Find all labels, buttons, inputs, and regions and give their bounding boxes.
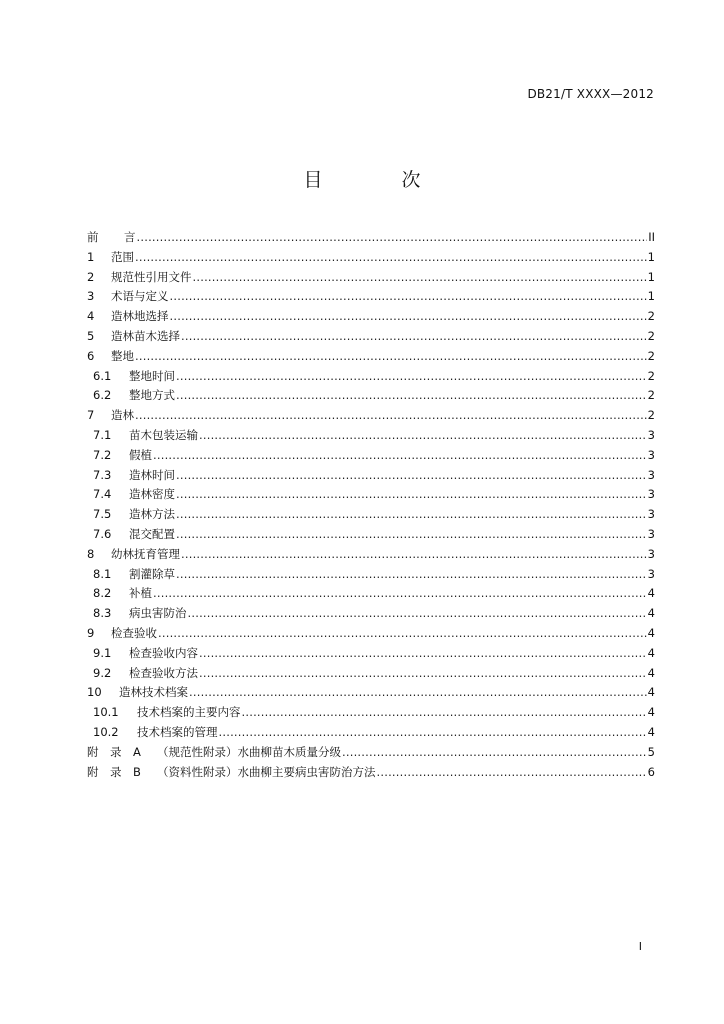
toc-entry-page: 3 bbox=[647, 546, 655, 561]
toc-entry[interactable] bbox=[87, 229, 655, 249]
page-title: 目 次 bbox=[303, 169, 451, 191]
toc-entry[interactable] bbox=[87, 407, 655, 427]
toc-entry-page: 4 bbox=[647, 625, 655, 640]
page-number: I bbox=[638, 940, 642, 953]
toc-entry[interactable] bbox=[87, 585, 655, 605]
toc-entry-number: 9.2 bbox=[93, 665, 112, 680]
toc-entry[interactable] bbox=[87, 645, 655, 665]
toc-leader-dots bbox=[199, 666, 647, 680]
toc-entry-number: 附 录 A bbox=[87, 744, 141, 759]
toc-leader-dots bbox=[199, 646, 647, 660]
toc-entry-number: 6 bbox=[87, 348, 95, 363]
toc-entry-number: 9 bbox=[87, 625, 95, 640]
toc-entry[interactable] bbox=[87, 605, 655, 625]
toc-entry[interactable] bbox=[87, 506, 655, 526]
toc-entry-label: 检查验收方法 bbox=[129, 665, 198, 680]
toc-leader-dots bbox=[135, 408, 647, 422]
toc-leader-dots bbox=[176, 388, 647, 402]
toc-entry-page: 3 bbox=[647, 566, 655, 581]
toc-entry-label: 病虫害防治 bbox=[129, 606, 187, 621]
toc-entry-page: 2 bbox=[647, 309, 655, 324]
toc-entry[interactable] bbox=[87, 368, 655, 388]
toc-leader-dots bbox=[176, 369, 647, 383]
toc-entry-label: 规范性引用文件 bbox=[111, 269, 192, 284]
toc-entry-page: 4 bbox=[647, 724, 655, 739]
toc-entry-label: 言 bbox=[124, 230, 136, 244]
toc-entry-page: 2 bbox=[647, 368, 655, 383]
toc-leader-dots bbox=[199, 428, 647, 442]
toc-entry-label: 术语与定义 bbox=[111, 289, 169, 304]
toc-entry-label: 割灌除草 bbox=[129, 566, 175, 581]
toc-entry-label: 造林密度 bbox=[129, 487, 175, 502]
toc-entry-page: 2 bbox=[647, 348, 655, 363]
toc-entry-page: 2 bbox=[647, 408, 655, 423]
toc-entry-number: 8.2 bbox=[93, 586, 112, 601]
toc-entry-label: 造林技术档案 bbox=[119, 685, 188, 700]
toc-entry-number: 6.1 bbox=[93, 368, 112, 383]
toc-entry-label: 幼林抚育管理 bbox=[111, 546, 180, 561]
toc-entry-label: 造林苗木选择 bbox=[111, 328, 180, 343]
toc-entry-number: 10.1 bbox=[93, 705, 119, 720]
toc-entry-page: 4 bbox=[647, 705, 655, 720]
toc-leader-dots bbox=[342, 745, 647, 759]
toc-entry[interactable] bbox=[87, 447, 655, 467]
toc-entry-number: 7.3 bbox=[93, 467, 112, 482]
toc-leader-dots bbox=[135, 250, 647, 264]
toc-leader-dots bbox=[176, 567, 647, 581]
toc-leader-dots bbox=[135, 349, 647, 363]
toc-entry-number: 7.1 bbox=[93, 427, 112, 442]
toc-entry-page: 5 bbox=[647, 744, 655, 759]
toc-leader-dots bbox=[188, 606, 647, 620]
toc-entry[interactable] bbox=[87, 546, 655, 566]
toc-leader-dots bbox=[193, 270, 647, 284]
toc-leader-dots bbox=[158, 626, 647, 640]
toc-entry[interactable] bbox=[87, 526, 655, 546]
toc-entry-number: 5 bbox=[87, 328, 95, 343]
toc-entry[interactable] bbox=[87, 625, 655, 645]
toc-entry-label: 造林地选择 bbox=[111, 309, 169, 324]
toc-entry-number: 10.2 bbox=[93, 724, 119, 739]
toc-entry-number: 8.1 bbox=[93, 566, 112, 581]
toc-leader-dots bbox=[153, 586, 647, 600]
toc-entry-page: 3 bbox=[647, 427, 655, 442]
toc-entry[interactable] bbox=[87, 467, 655, 487]
toc-entry-label: 混交配置 bbox=[129, 526, 175, 541]
toc-leader-dots bbox=[170, 309, 647, 323]
toc-entry-page: 3 bbox=[647, 467, 655, 482]
toc-leader-dots bbox=[176, 468, 647, 482]
toc-entry-page: 4 bbox=[647, 645, 655, 660]
toc-entry-number: 7.5 bbox=[93, 507, 112, 522]
toc-entry-label: 检查验收内容 bbox=[129, 645, 198, 660]
toc-entry-page: 4 bbox=[647, 586, 655, 601]
toc-entry[interactable] bbox=[87, 724, 655, 744]
toc-leader-dots bbox=[137, 230, 648, 244]
toc-leader-dots bbox=[176, 527, 647, 541]
toc-entry[interactable] bbox=[87, 684, 655, 704]
toc-entry-page: 4 bbox=[647, 685, 655, 700]
toc-entry-number: 8 bbox=[87, 546, 95, 561]
toc-entry[interactable] bbox=[87, 269, 655, 289]
toc-entry-label: 范围 bbox=[111, 249, 134, 264]
toc-entry-label: （资料性附录）水曲柳主要病虫害防治方法 bbox=[157, 764, 376, 779]
toc-leader-dots bbox=[170, 289, 647, 303]
toc-entry[interactable] bbox=[87, 486, 655, 506]
toc-entry-page: 1 bbox=[647, 269, 655, 284]
toc-entry-page: 3 bbox=[647, 447, 655, 462]
toc-entry-label: （规范性附录）水曲柳苗木质量分级 bbox=[157, 744, 341, 759]
toc-leader-dots bbox=[189, 685, 647, 699]
toc-entry-label: 整地方式 bbox=[129, 388, 175, 403]
toc-entry-page: 6 bbox=[647, 764, 655, 779]
toc-entry[interactable] bbox=[87, 308, 655, 328]
toc-entry[interactable] bbox=[87, 665, 655, 685]
toc-entry-number: 6.2 bbox=[93, 388, 112, 403]
toc-entry-label: 检查验收 bbox=[111, 625, 157, 640]
toc-entry[interactable] bbox=[87, 704, 655, 724]
toc-leader-dots bbox=[242, 705, 647, 719]
toc-entry-number: 附 录 B bbox=[87, 764, 141, 779]
toc-entry-label: 技术档案的主要内容 bbox=[137, 705, 241, 720]
toc-entry-page: 1 bbox=[647, 249, 655, 264]
toc-entry-page: 2 bbox=[647, 328, 655, 343]
toc-entry-number: 3 bbox=[87, 289, 95, 304]
toc-leader-dots bbox=[219, 725, 647, 739]
toc-entry-page: 3 bbox=[647, 507, 655, 522]
toc-entry-page: 3 bbox=[647, 526, 655, 541]
toc-entry-label: 技术档案的管理 bbox=[137, 724, 218, 739]
toc-entry[interactable] bbox=[87, 427, 655, 447]
toc-entry-number: 1 bbox=[87, 249, 95, 264]
toc-entry-label: 整地 bbox=[111, 348, 134, 363]
toc-entry-page: 4 bbox=[647, 665, 655, 680]
toc-leader-dots bbox=[176, 507, 647, 521]
toc-entry-number: 10 bbox=[87, 685, 102, 700]
toc-entry-page: 4 bbox=[647, 606, 655, 621]
toc-leader-dots bbox=[181, 329, 647, 343]
toc-entry-number: 7.2 bbox=[93, 447, 112, 462]
toc-entry-number: 7 bbox=[87, 408, 95, 423]
toc-entry-page: 3 bbox=[647, 487, 655, 502]
toc-entry[interactable] bbox=[87, 288, 655, 308]
standard-code: DB21/T XXXX—2012 bbox=[527, 87, 654, 101]
table-of-contents bbox=[87, 229, 655, 783]
toc-entry[interactable] bbox=[87, 249, 655, 269]
toc-entry[interactable] bbox=[87, 764, 655, 784]
toc-entry[interactable] bbox=[87, 387, 655, 407]
toc-entry-number: 7.4 bbox=[93, 487, 112, 502]
toc-entry-label: 造林时间 bbox=[129, 467, 175, 482]
toc-entry-number: 前 bbox=[87, 230, 99, 244]
toc-entry-number: 8.3 bbox=[93, 606, 112, 621]
toc-entry-label: 整地时间 bbox=[129, 368, 175, 383]
toc-entry-page: 2 bbox=[647, 388, 655, 403]
toc-leader-dots bbox=[176, 487, 647, 501]
toc-leader-dots bbox=[377, 765, 647, 779]
toc-entry-number: 4 bbox=[87, 309, 95, 324]
toc-leader-dots bbox=[153, 448, 647, 462]
toc-leader-dots bbox=[181, 547, 647, 561]
toc-entry-label: 苗木包装运输 bbox=[129, 427, 198, 442]
toc-entry-number: 7.6 bbox=[93, 526, 112, 541]
toc-entry-page: 1 bbox=[647, 289, 655, 304]
toc-entry[interactable] bbox=[87, 348, 655, 368]
toc-entry-page: II bbox=[648, 230, 655, 244]
toc-entry-label: 造林方法 bbox=[129, 507, 175, 522]
toc-entry[interactable] bbox=[87, 566, 655, 586]
toc-entry[interactable] bbox=[87, 744, 655, 764]
toc-entry-label: 补植 bbox=[129, 586, 152, 601]
toc-entry-label: 造林 bbox=[111, 408, 134, 423]
toc-entry-label: 假植 bbox=[129, 447, 152, 462]
toc-entry[interactable] bbox=[87, 328, 655, 348]
toc-entry-number: 9.1 bbox=[93, 645, 112, 660]
toc-entry-number: 2 bbox=[87, 269, 95, 284]
